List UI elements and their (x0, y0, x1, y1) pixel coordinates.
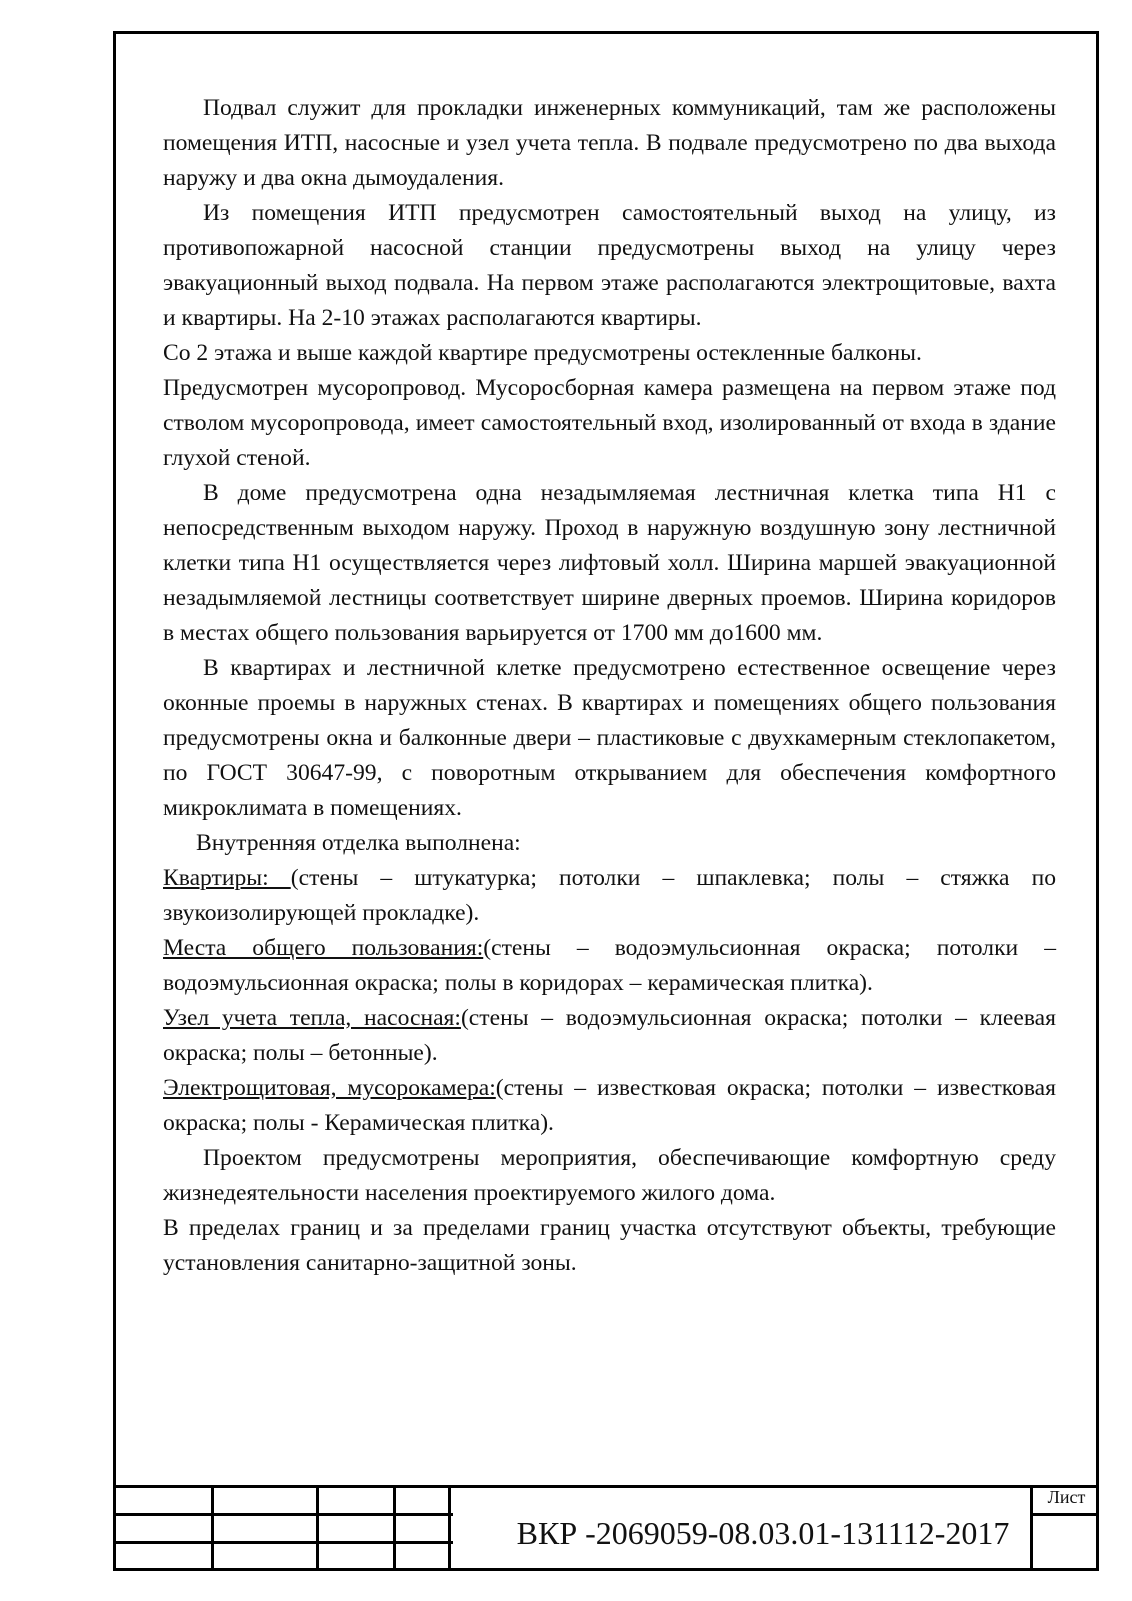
title-block-column-line (448, 1485, 451, 1571)
paragraph (163, 336, 1056, 371)
finish-label: Места общего пользования: (163, 935, 484, 961)
paragraph-text: Предусмотрен мусоропровод. Мусоросборная камера размещена на первом этаже под стволом мусоропровода, имеет самостоятельный вход, изолированный от входа в здание глухой стеной. (163, 375, 1056, 471)
finish-item (163, 1001, 1056, 1071)
finish-text: (стены – водоэмульсионная окраска; потолки – водоэмульсионная окраска; полы в коридорах – керамическая плитка). (163, 935, 1056, 996)
finish-item (163, 1071, 1056, 1141)
paragraph-text: В квартирах и лестничной клетке предусмотрено естественное освещение через оконные проемы в наружных стенах. В квартирах и помещениях общего пользования предусмотрены окна и балконные двери – пластиковые с двухкамерным стеклопакетом, по ГОСТ 30647-99, с поворотным открыванием для обеспечения комфортного микроклимата в помещениях. (163, 655, 1056, 821)
paragraph (163, 371, 1056, 476)
finish-text: (стены – известковая окраска; потолки – известковая окраска; полы - Керамическая плитка). (163, 1075, 1056, 1136)
paragraph-text: Из помещения ИТП предусмотрен самостоятельный выход на улицу, из противопожарной насосной станции предусмотрены выход на улицу через эвакуационный выход подвала. На первом этаже располагаются электрощитовые, вахта и квартиры. На 2-10 этажах располагаются квартиры. (163, 200, 1056, 331)
paragraph (163, 826, 1056, 861)
finish-label: Узел учета тепла, насосная: (163, 1005, 461, 1031)
paragraph-text: В доме предусмотрена одна незадымляемая лестничная клетка типа Н1 с непосредственным выходом наружу. Проход в наружную воздушную зону лестничной клетки типа Н1 осуществляется через лифтовый холл. Ширина маршей эвакуационной незадымляемой лестницы соответствует ширине дверных проемов. Ширина коридоров в местах общего пользования варьируется от 1700 мм до1600 мм. (163, 480, 1056, 646)
finish-label: Квартиры: (163, 865, 291, 891)
title-block-column-line (316, 1485, 319, 1571)
paragraph (163, 476, 1056, 651)
paragraph-text: Проектом предусмотрены мероприятия, обеспечивающие комфортную среду жизнедеятельности населения проектируемого жилого дома. (163, 1145, 1056, 1206)
paragraph-text: Внутренняя отделка выполнена: (196, 830, 521, 856)
finish-text: (стены – водоэмульсионная окраска; потолки – клеевая окраска; полы – бетонные). (163, 1005, 1056, 1066)
paragraph (163, 1211, 1056, 1281)
document-code: ВКР -2069059-08.03.01-131112-2017 (516, 1515, 1010, 1551)
sheet-label: Лист (1047, 1487, 1086, 1507)
paragraph (163, 1141, 1056, 1211)
title-block-column-line (393, 1485, 396, 1571)
paragraph-text: Подвал служит для прокладки инженерных коммуникаций, там же расположены помещения ИТП, насосные и узел учета тепла. В подвале предусмотрено по два выхода наружу и два окна дымоудаления. (163, 95, 1056, 191)
sheet-cell-divider (1033, 1513, 1099, 1516)
paragraph-text: Со 2 этажа и выше каждой квартире предусмотрены остекленные балконы. (163, 340, 922, 366)
title-block-top-border (113, 1485, 1099, 1488)
document-body (163, 91, 1056, 1281)
title-block-column-line (211, 1485, 214, 1571)
paragraph (163, 91, 1056, 196)
finish-text: (стены – штукатурка; потолки – шпаклевка; полы – стяжка по звукоизолирующей прокладке). (163, 865, 1056, 926)
title-block-row-line (113, 1541, 453, 1544)
finish-item (163, 931, 1056, 1001)
paragraph (163, 196, 1056, 336)
title-block (113, 1485, 1099, 1571)
paragraph-text: В пределах границ и за пределами границ участка отсутствуют объекты, требующие установления санитарно-защитной зоны. (163, 1215, 1056, 1276)
finish-label: Электрощитовая, мусорокамера: (163, 1075, 496, 1101)
paragraph (163, 651, 1056, 826)
title-block-row-line (113, 1513, 453, 1516)
finish-item (163, 861, 1056, 931)
